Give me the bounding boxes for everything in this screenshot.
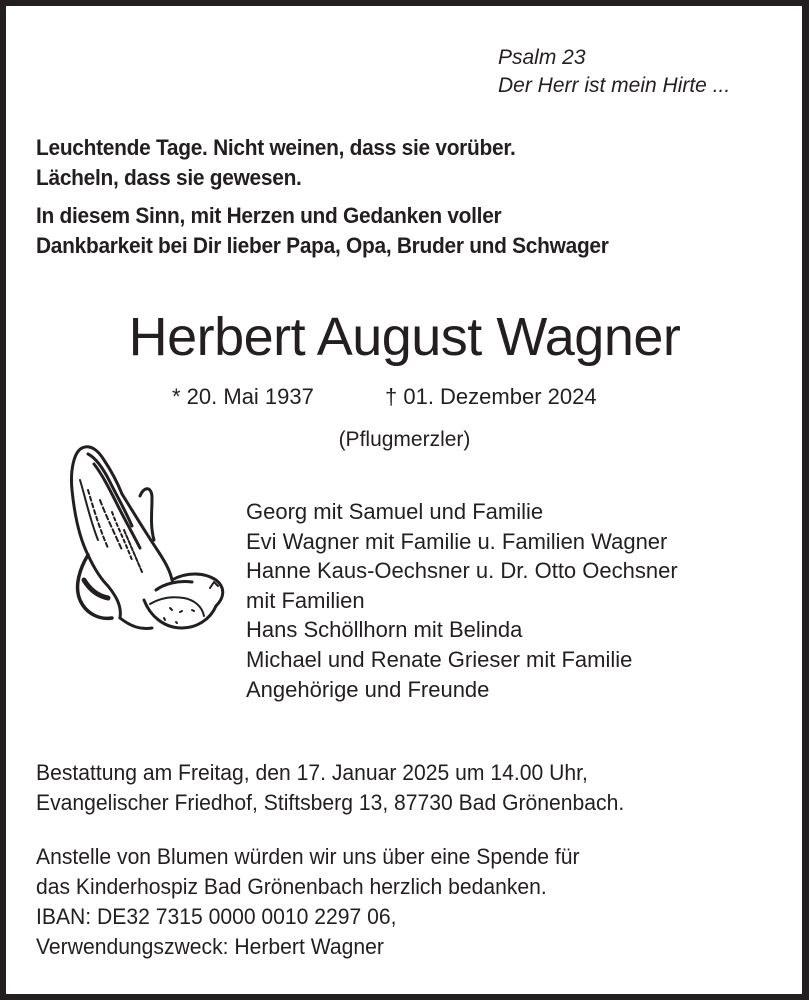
burial-line: Evangelischer Friedhof, Stiftsberg 13, 87730 Bad Grönenbach. [36, 790, 625, 815]
mourners-list [246, 497, 678, 704]
iban: IBAN: DE32 7315 0000 0010 2297 06, [36, 904, 397, 929]
psalm-quote [498, 44, 730, 100]
praying-hands-icon [60, 440, 230, 640]
dedication-line: In diesem Sinn, mit Herzen und Gedanken voller [36, 203, 502, 228]
psalm-verse: Der Herr ist mein Hirte ... [498, 74, 731, 97]
deceased-name: Herbert August Wagner [128, 307, 681, 367]
donation-info [36, 842, 580, 962]
mourner-line: Georg mit Samuel und Familie [246, 499, 544, 524]
dedication-line: Dankbarkeit bei Dir lieber Papa, Opa, Bruder und Schwager [36, 233, 609, 258]
donation-line: Anstelle von Blumen würden wir uns über eine Spende für [36, 844, 580, 869]
psalm-reference: Psalm 23 [498, 46, 586, 69]
burial-line: Bestattung am Freitag, den 17. Januar 2025 um 14.00 Uhr, [36, 760, 588, 785]
mourner-line: Evi Wagner mit Familie u. Familien Wagner [246, 528, 668, 554]
mourner-line: Michael und Renate Grieser mit Familie [246, 646, 633, 672]
mourner-line: Angehörige und Freunde [246, 676, 490, 702]
quote-line: Leuchtende Tage. Nicht weinen, dass sie vorüber. [36, 135, 516, 160]
mourner-line: mit Familien [246, 587, 365, 613]
donation-line: das Kinderhospiz Bad Grönenbach herzlich bedanken. [36, 874, 547, 899]
donation-reference: Verwendungszweck: Herbert Wagner [36, 934, 384, 959]
dedication-text [36, 201, 609, 261]
burial-info [36, 758, 624, 818]
death-date: † 01. Dezember 2024 [385, 384, 597, 409]
quote-line: Lächeln, dass sie gewesen. [36, 165, 302, 190]
mourner-line: Hans Schöllhorn mit Belinda [246, 617, 523, 643]
deceased-nickname: (Pflugmerzler) [338, 428, 471, 451]
memorial-quote [36, 133, 516, 193]
birth-date: * 20. Mai 1937 [172, 384, 314, 409]
mourner-line: Hanne Kaus-Oechsner u. Dr. Otto Oechsner [246, 558, 678, 584]
